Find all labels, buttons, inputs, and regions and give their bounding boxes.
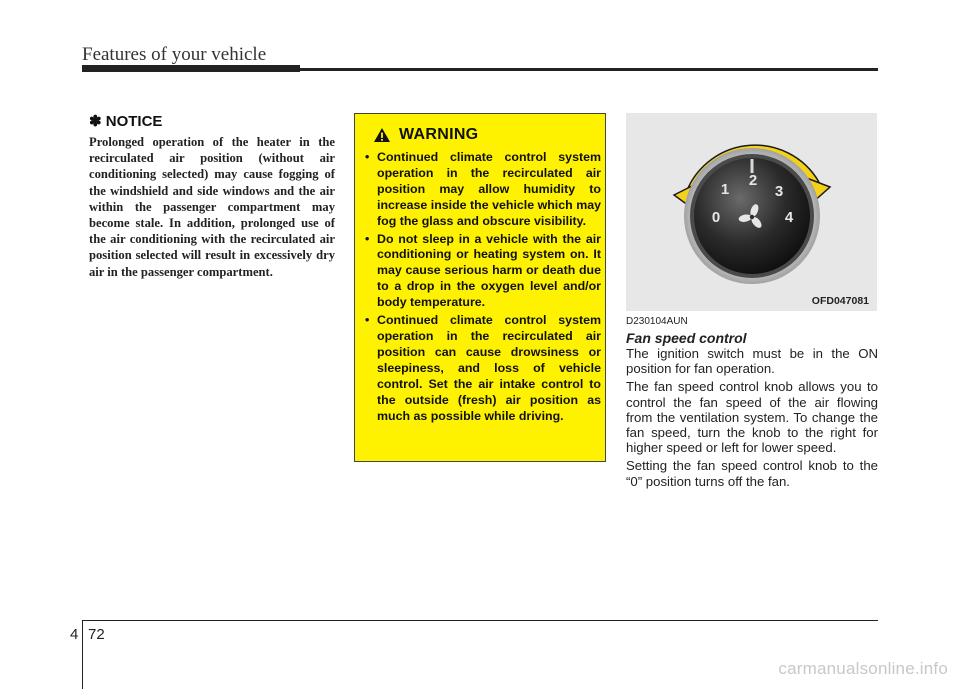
warning-triangle-icon	[373, 127, 391, 143]
body-paragraph: Setting the fan speed control knob to the “0” position turns off the fan.	[626, 458, 878, 489]
knob-number-2: 2	[748, 172, 758, 189]
warning-title: WARNING	[399, 126, 479, 143]
section-title: Fan speed control	[626, 330, 747, 346]
warning-title-row	[373, 125, 478, 145]
warning-item: • Continued climate control system operation in the recirculated air position may allow humidity to increase inside the vehicle which may fog the glass and obscure visibility.	[365, 150, 601, 230]
figure-code: OFD047081	[811, 295, 869, 307]
warning-list	[365, 150, 601, 426]
knob-number-1: 1	[720, 181, 730, 198]
notice-block	[89, 112, 335, 280]
footer-divider	[82, 620, 83, 689]
section-body	[626, 346, 878, 492]
warning-box	[354, 113, 606, 462]
page-header-title: Features of your vehicle	[82, 44, 267, 65]
fan-knob-illustration	[626, 113, 877, 311]
knob-number-3: 3	[774, 183, 784, 200]
fan-knob-figure	[626, 113, 877, 311]
header-rule-accent	[82, 65, 300, 72]
watermark: carmanualsonline.info	[778, 659, 948, 678]
knob-number-0: 0	[711, 209, 721, 226]
chapter-number: 4	[70, 626, 79, 643]
page-number: 72	[88, 626, 105, 643]
notice-body: Prolonged operation of the heater in the recirculated air position (without air conditioning selected) may cause fogging of the windshield and side windows and the air within the passenger compartment may become stale. In addition, prolonged use of the air conditioning with the recirculated air position selected will result in excessively dry air in the passenger compartment.	[89, 135, 335, 279]
warning-item: • Continued climate control system operation in the recirculated air position can cause drowsiness or sleepiness, and loss of vehicle control. Set the air intake control to the outside (fresh) air position as much as possible while driving.	[365, 313, 601, 424]
footer-rule	[82, 620, 878, 621]
body-paragraph: The fan speed control knob allows you to control the fan speed of the air flowing from the ventilation system. To change the fan speed, turn the knob to the right for higher speed or left for lower speed.	[626, 379, 878, 456]
knob-number-4: 4	[784, 209, 794, 226]
section-code: D230104AUN	[626, 316, 688, 327]
body-paragraph: The ignition switch must be in the ON position for fan operation.	[626, 346, 878, 377]
warning-item: • Do not sleep in a vehicle with the air conditioning or heating system on. It may cause serious harm or death due to a drop in the oxygen level and/or body temperature.	[365, 232, 601, 312]
notice-heading: ✽ NOTICE	[89, 113, 163, 130]
